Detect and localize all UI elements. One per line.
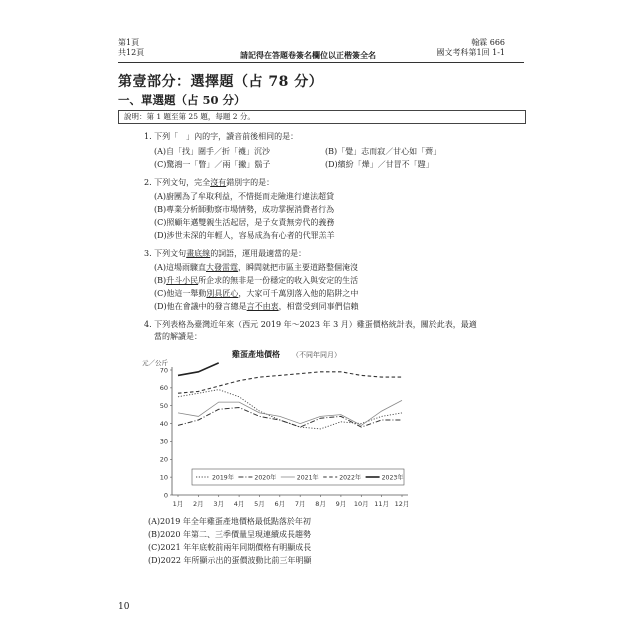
chart-y-axis-label: 元／公斤 bbox=[142, 359, 168, 367]
question-2-option-b: (B)專業分析師動察市場情勢，成功掌握消費者行為 bbox=[154, 205, 335, 214]
question-4-stem-line-2: 當的解讀是： bbox=[154, 332, 202, 341]
chart-y-tick-label: 70 bbox=[159, 366, 168, 375]
chart-y-tick-label: 30 bbox=[159, 437, 168, 446]
section-subtitle: 一、單選題（占 50 分） bbox=[118, 93, 246, 107]
question-3-option-d: (D)他在會議中的發言總是言不由衷，相當受到同事們信賴 bbox=[154, 302, 359, 311]
question-4-option-b: (B)2020 年第二、三季價量呈現連續成長趨勢 bbox=[148, 530, 312, 539]
chart-x-tick-label: 7月 bbox=[294, 500, 306, 508]
question-4-stem-line-1: 4. 下列表格為臺灣近年來（西元 2019 年～2023 年 3 月）雞蛋價格統計表，關於此表，最適 bbox=[144, 320, 477, 329]
egg-price-chart bbox=[140, 345, 420, 517]
page-number-label: 第1頁 bbox=[118, 38, 140, 47]
chart-y-tick-label: 50 bbox=[159, 402, 168, 411]
instruction-note: 說明：第 1 題至第 25 題，每題 2 分。 bbox=[118, 110, 526, 124]
chart-title: 雞蛋產地價格 bbox=[232, 350, 280, 359]
chart-y-tick-label: 10 bbox=[159, 473, 168, 482]
question-2-stem: 2. 下列文句，完全沒有錯別字的是： bbox=[144, 178, 275, 187]
exam-code: 翰霖 666 bbox=[471, 38, 505, 47]
question-1-option-d: (D)繽紛「燁」／甘冒不「韙」 bbox=[325, 160, 434, 169]
chart-y-tick-label: 40 bbox=[159, 419, 168, 428]
chart-series-line-2023 bbox=[178, 363, 219, 376]
chart-x-tick-label: 10月 bbox=[353, 500, 369, 508]
chart-series-line-2019 bbox=[178, 390, 402, 429]
chart-x-tick-label: 9月 bbox=[335, 500, 347, 508]
chart-series-line-2021 bbox=[178, 400, 402, 425]
exam-code-block bbox=[436, 38, 505, 58]
section-title: 第壹部分：選擇題（占 78 分） bbox=[118, 74, 324, 90]
chart-y-tick-label: 20 bbox=[159, 455, 168, 464]
footer-page-number: 10 bbox=[118, 602, 130, 612]
chart-legend-label: 2020年 bbox=[254, 474, 277, 482]
chart-y-tick-label: 0 bbox=[163, 491, 168, 500]
chart-x-tick-label: 3月 bbox=[213, 500, 225, 508]
chart-legend-label: 2023年 bbox=[381, 474, 404, 482]
chart-x-tick-label: 8月 bbox=[315, 500, 326, 508]
chart-legend-label: 2022年 bbox=[339, 474, 362, 482]
chart-y-tick-label: 60 bbox=[159, 384, 168, 393]
chart-x-tick-label: 5月 bbox=[254, 500, 265, 508]
exam-subject: 國文考科第1回 1-1 bbox=[436, 48, 505, 57]
question-3-option-c: (C)他這一舉動別具匠心，大家可千萬別落入他的陷阱之中 bbox=[154, 289, 359, 298]
question-3-option-b: (B)升斗小民所企求的無非是一份穩定的收入與安定的生活 bbox=[154, 276, 359, 285]
chart-subtitle: （不同年同月） bbox=[292, 351, 341, 359]
question-2-option-d: (D)涉世未深的年輕人，容易成為有心者的代罪羔羊 bbox=[154, 231, 335, 240]
question-1-stem: 1. 下列「 」內的字，讀音前後相同的是： bbox=[144, 132, 299, 141]
chart-series-line-2020 bbox=[178, 408, 402, 428]
question-1-option-a: (A)自「找」圍手／折「襪」沉沙 bbox=[154, 147, 271, 156]
page-total-label: 共12頁 bbox=[118, 48, 145, 57]
chart-x-tick-label: 2月 bbox=[193, 500, 204, 508]
egg-price-chart-svg bbox=[140, 345, 420, 517]
question-1-option-b: (B)「覺」志而寂／甘心如「薺」 bbox=[325, 147, 442, 156]
question-2-option-a: (A)廚團為了牟取利益，不惜挺而走險進行違法超貸 bbox=[154, 192, 335, 201]
chart-legend-label: 2019年 bbox=[212, 474, 234, 482]
chart-legend-label: 2021年 bbox=[296, 474, 319, 482]
question-4-option-d: (D)2022 年所顯示出的蛋價波動比前三年明顯 bbox=[148, 556, 312, 565]
chart-series-line-2022 bbox=[178, 372, 402, 393]
chart-x-tick-label: 11月 bbox=[374, 500, 390, 508]
question-3-option-a: (A)這場雨驟直大發雷霆，瞬間就把市區主要道路整個淹沒 bbox=[154, 263, 359, 272]
header-divider bbox=[118, 62, 524, 63]
chart-x-tick-label: 1月 bbox=[172, 500, 184, 508]
page-indicator bbox=[118, 38, 144, 58]
question-3-stem: 3. 下列文句畫底線的詞語，運用最適當的是： bbox=[144, 249, 307, 258]
question-1-option-c: (C)驚鴻一「瞥」／兩「撇」鬍子 bbox=[154, 160, 271, 169]
signature-instruction: 請記得在答題卷簽名欄位以正楷簽全名 bbox=[240, 50, 376, 60]
question-2-option-c: (C)照顧年邁雙親生活起居，是子女責無旁代的義務 bbox=[154, 218, 335, 227]
question-4-option-c: (C)2021 年年底較前兩年同期價格有明顯成長 bbox=[148, 543, 312, 552]
chart-x-tick-label: 4月 bbox=[233, 500, 245, 508]
chart-x-tick-label: 6月 bbox=[274, 500, 286, 508]
question-4-option-a: (A)2019 年全年雞蛋產地價格最低點落於年初 bbox=[148, 517, 311, 526]
chart-x-tick-label: 12月 bbox=[394, 500, 410, 508]
